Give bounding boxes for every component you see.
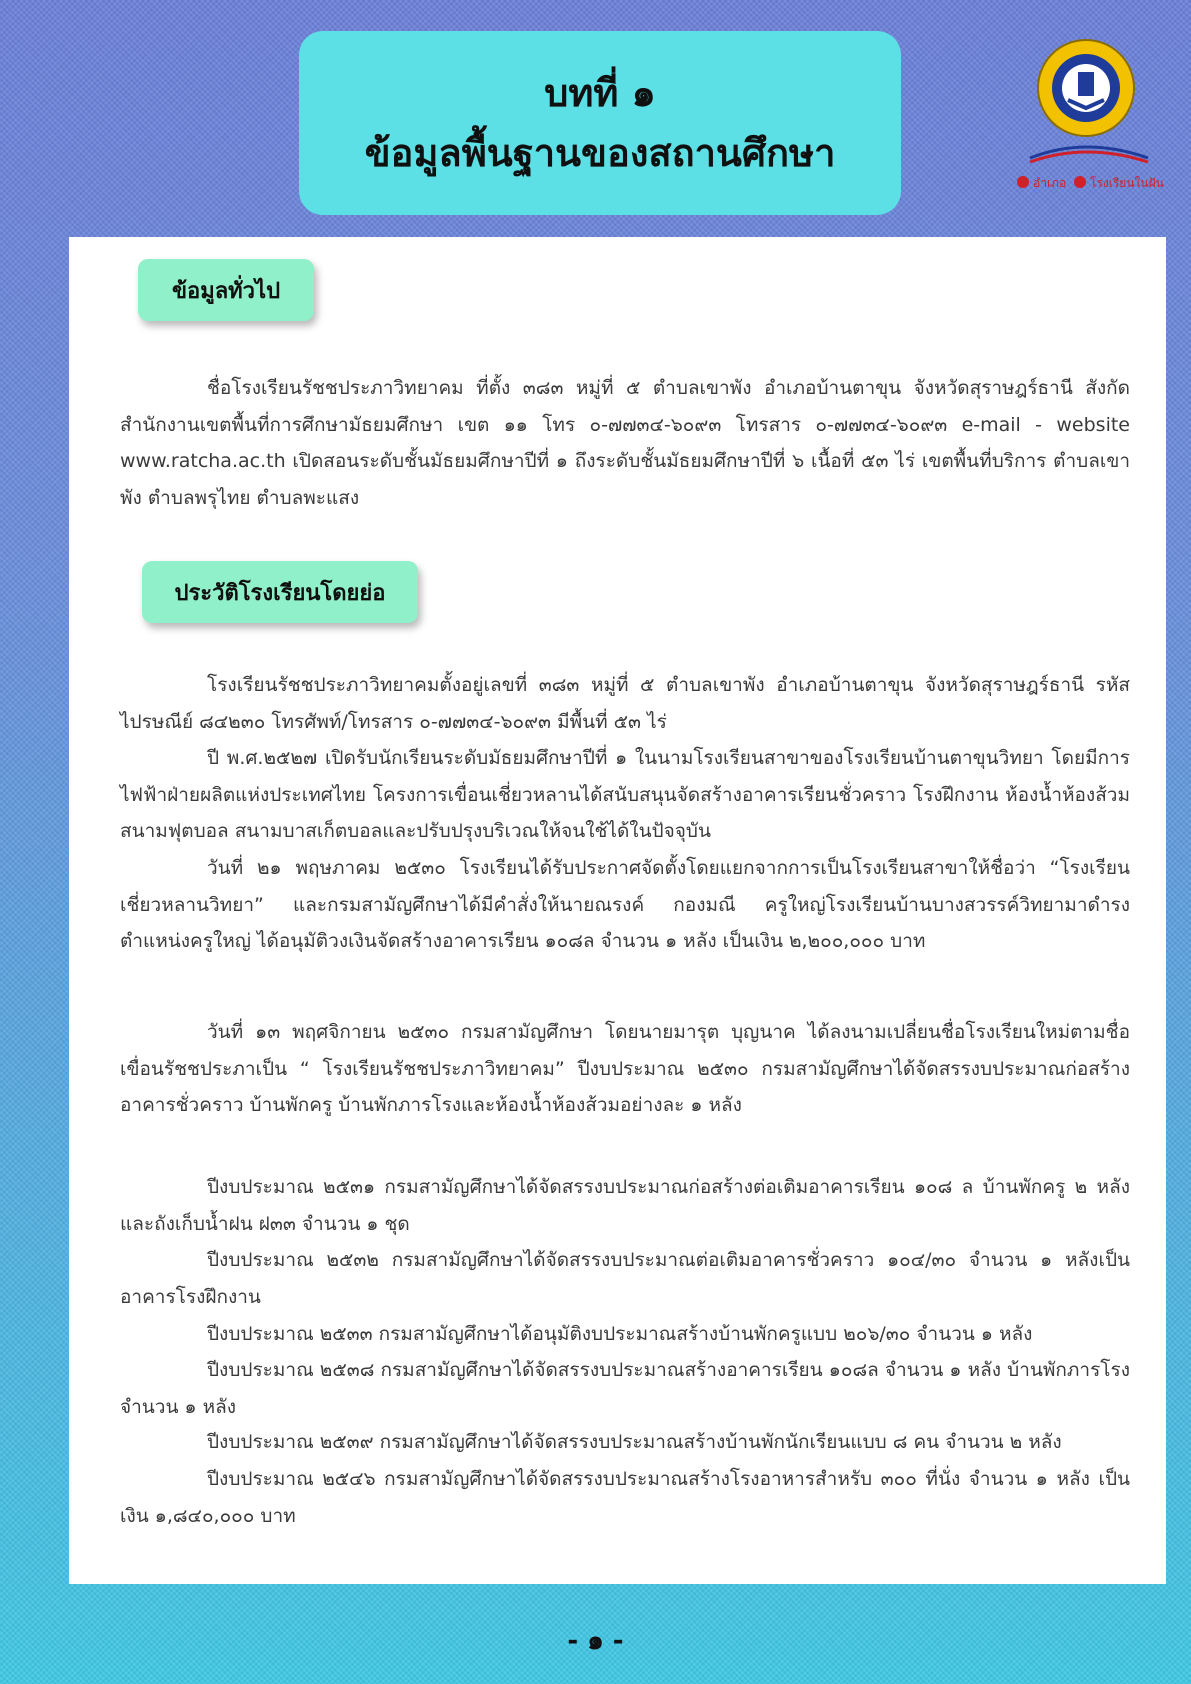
chapter-title: ข้อมูลพื้นฐานของสถานศึกษา	[364, 131, 836, 175]
history-paragraph-10: ปีงบประมาณ ๒๕๔๖ กรมสามัญศึกษาได้จัดสรรงบประมาณสร้างโรงอาหารสำหรับ ๓๐๐ ที่นั่ง จำนวน ๑ หลัง เป็นเงิน ๑,๘๔๐,๐๐๐ บาท	[120, 1468, 1130, 1527]
svg-text:อำเภอ: อำเภอ	[1033, 176, 1067, 190]
history-paragraph-1: โรงเรียนรัชชประภาวิทยาคมตั้งอยู่เลขที่ ๓๘๓ หมู่ที่ ๕ ตำบลเขาพัง อำเภอบ้านตาขุน จังหวัดสุราษฎร์ธานี รหัสไปรษณีย์ ๘๔๒๓๐ โทรศัพท์/โทรสาร ๐-๗๗๓๔-๖๐๙๓ มีพื้นที่ ๕๓ ไร่	[120, 674, 1130, 733]
general-info-heading: ข้อมูลทั่วไป	[138, 259, 314, 321]
history-paragraph-9: ปีงบประมาณ ๒๕๓๙ กรมสามัญศึกษาได้จัดสรรงบประมาณสร้างบ้านพักนักเรียนแบบ ๘ คน จำนวน ๒ หลัง	[207, 1431, 1062, 1453]
history-paragraph-7: ปีงบประมาณ ๒๕๓๓ กรมสามัญศึกษาได้อนุมัติงบประมาณสร้างบ้านพักครูแบบ ๒๐๖/๓๐ จำนวน ๑ หลัง	[207, 1323, 1033, 1345]
history-paragraph-6: ปีงบประมาณ ๒๕๓๒ กรมสามัญศึกษาได้จัดสรรงบประมาณต่อเติมอาคารชั่วคราว ๑๐๔/๓๐ จำนวน ๑ หลังเป็นอาคารโรงฝึกงาน	[120, 1249, 1130, 1308]
chapter-number: บทที่ ๑	[544, 71, 656, 115]
content-card	[69, 237, 1166, 1584]
history-paragraph-2: ปี พ.ศ.๒๕๒๗ เปิดรับนักเรียนระดับมัธยมศึกษาปีที่ ๑ ในนามโรงเรียนสาขาของโรงเรียนบ้านตาขุนวิทยา โดยมีการไฟฟ้าฝ่ายผลิตแห่งประเทศไทย โครงการเขื่อนเชี่ยวหลานได้สนับสนุนจัดสร้างอาคารเรียนชั่วคราว โรงฝึกงาน ห้องน้ำห้องส้วม สนามฟุตบอล สนามบาสเก็ตบอลและปรับปรุงบริเวณให้จนใช้ได้ในปัจจุบัน	[120, 747, 1130, 842]
school-logo	[1008, 28, 1168, 198]
history-paragraph-8: ปีงบประมาณ ๒๕๓๘ กรมสามัญศึกษาได้จัดสรรงบประมาณสร้างอาคารเรียน ๑๐๘ล จำนวน ๑ หลัง บ้านพักภารโรง จำนวน ๑ หลัง	[120, 1359, 1130, 1418]
page-number: - ๑ -	[567, 1626, 624, 1656]
history-paragraph-4: วันที่ ๑๓ พฤศจิกายน ๒๕๓๐ กรมสามัญศึกษา โดยนายมารุต บุญนาค ได้ลงนามเปลี่ยนชื่อโรงเรียนใหม่ตามชื่อเขื่อนรัชชประภาเป็น “ โรงเรียนรัชชประภาวิทยาคม” ปีงบประมาณ ๒๕๓๐ กรมสามัญศึกษาได้จัดสรรงบประมาณก่อสร้างอาคารชั่วคราว บ้านพักครู บ้านพักภารโรงและห้องน้ำห้องส้วมอย่างละ ๑ หลัง	[120, 1021, 1130, 1116]
chapter-title-box	[299, 31, 901, 215]
history-paragraph-3: วันที่ ๒๑ พฤษภาคม ๒๕๓๐ โรงเรียนได้รับประกาศจัดตั้งโดยแยกจากการเป็นโรงเรียนสาขาให้ชื่อว่า “โรงเรียนเชี่ยวหลานวิทยา” และกรมสามัญศึกษาได้มีคำสั่งให้นายณรงค์ กองมณี ครูใหญ่โรงเรียนบ้านบางสวรรค์วิทยามาดำรงตำแหน่งครูใหญ่ ได้อนุมัติวงเงินจัดสร้างอาคารเรียน ๑๐๘ล จำนวน ๑ หลัง เป็นเงิน ๒,๒๐๐,๐๐๐ บาท	[120, 857, 1130, 952]
history-paragraph-5: ปีงบประมาณ ๒๕๓๑ กรมสามัญศึกษาได้จัดสรรงบประมาณก่อสร้างต่อเติมอาคารเรียน ๑๐๘ ล บ้านพักครู ๒ หลังและถังเก็บน้ำฝน ฝ๓๓ จำนวน ๑ ชุด	[120, 1176, 1130, 1235]
general-info-text: ชื่อโรงเรียนรัชชประภาวิทยาคม ที่ตั้ง ๓๘๓ หมู่ที่ ๕ ตำบลเขาพัง อำเภอบ้านตาขุน จังหวัดสุราษฎร์ธานี สังกัดสำนักงานเขตพื้นที่การศึกษามัธยมศึกษา เขต ๑๑ โทร ๐-๗๗๓๔-๖๐๙๓ โทรสาร ๐-๗๗๓๔-๖๐๙๓ e-mail - website www.ratcha.ac.th เปิดสอนระดับชั้นมัธยมศึกษาปีที่ ๑ ถึงระดับชั้นมัธยมศึกษาปีที่ ๖ เนื้อที่ ๕๓ ไร่ เขตพื้นที่บริการ ตำบลเขาพัง ตำบลพรุไทย ตำบลพะแสง	[120, 377, 1130, 509]
school-emblem-icon	[1008, 28, 1168, 198]
svg-text:โรงเรียนในฝัน: โรงเรียนในฝัน	[1090, 176, 1164, 190]
history-heading: ประวัติโรงเรียนโดยย่อ	[142, 561, 418, 623]
